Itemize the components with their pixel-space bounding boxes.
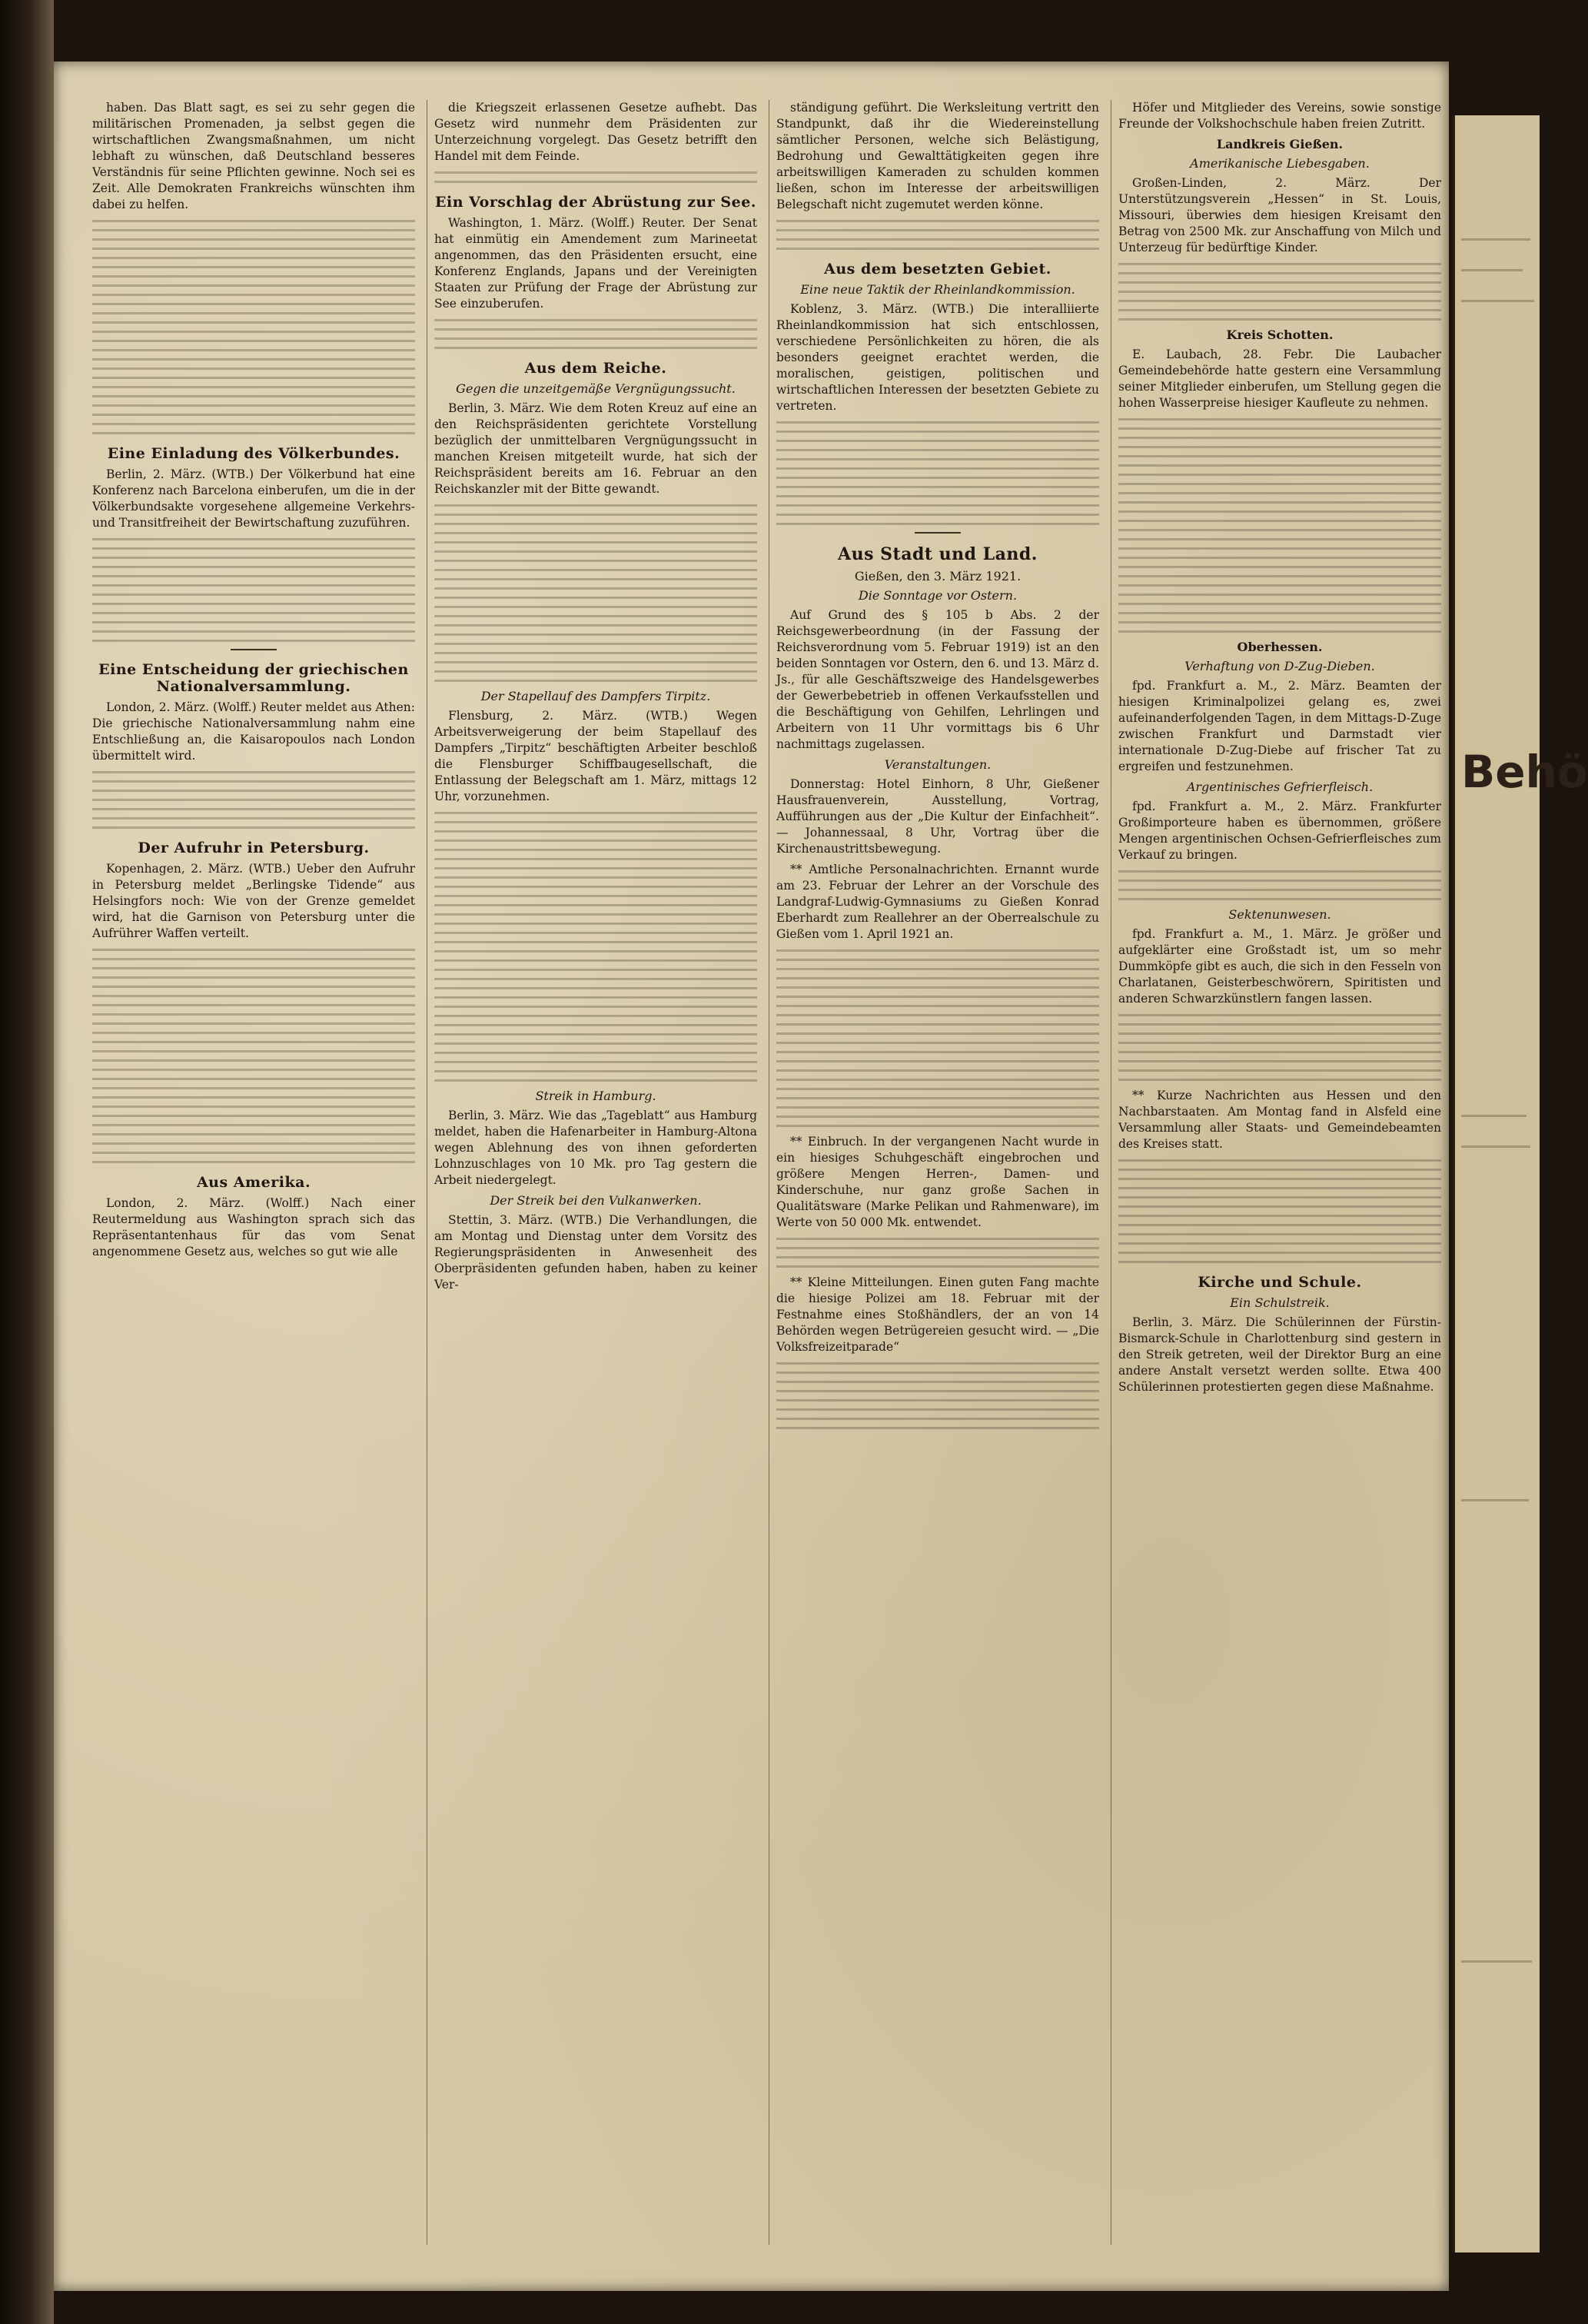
- text-line-placeholder: [776, 1125, 1099, 1127]
- text-line-placeholder: [434, 587, 757, 590]
- text-line-placeholder: [776, 229, 1099, 231]
- text-line-placeholder: [776, 1088, 1099, 1090]
- text-line-placeholder: [434, 969, 757, 971]
- text-line-placeholder: [776, 1060, 1099, 1062]
- text-line-placeholder: [434, 504, 757, 507]
- text-line-placeholder: [776, 1097, 1099, 1099]
- text-line-placeholder: [92, 275, 415, 278]
- text-line-placeholder: [1118, 446, 1441, 448]
- column-1: [92, 100, 415, 2237]
- text-line-placeholder: [92, 312, 415, 314]
- text-line-placeholder: [1118, 1252, 1441, 1254]
- text-line-placeholder: [776, 431, 1099, 433]
- text-line-placeholder: [434, 523, 757, 525]
- text-line-placeholder: [92, 1032, 415, 1034]
- subheadline: Die Sonntage vor Ostern.: [858, 588, 1018, 603]
- text-line-placeholder: [1118, 898, 1441, 900]
- text-line-placeholder: [776, 1427, 1099, 1429]
- book-binding: [0, 0, 54, 2324]
- headline: Aus dem besetzten Gebiet.: [824, 261, 1051, 278]
- subheadline: Der Stapellauf des Dampfers Tirpitz.: [480, 689, 711, 703]
- text-line-placeholder: [1118, 1178, 1441, 1180]
- text-line-placeholder: [92, 414, 415, 416]
- text-line-placeholder: [92, 1096, 415, 1099]
- text-line-placeholder: [434, 181, 757, 183]
- text-line-placeholder: [92, 1022, 415, 1025]
- text-line-placeholder: [1118, 630, 1441, 633]
- text-line-placeholder: [1118, 318, 1441, 321]
- text-line-placeholder: [92, 349, 415, 351]
- text-line-placeholder: [434, 996, 757, 999]
- article-text: Großen-Linden, 2. März. Der Unterstützungsverein „Hessen“ in St. Louis, Missouri, überwies dem hiesigen Kreisamt den Betrag von 2500 Mk. zur Anschaffung von Milch und Unterzeug für bedürftige Kinder.: [1118, 176, 1441, 254]
- text-line-placeholder: [776, 1069, 1099, 1072]
- text-line-placeholder: [1118, 1042, 1441, 1044]
- text-line-placeholder: [1118, 1014, 1441, 1016]
- text-line-placeholder: [776, 1106, 1099, 1109]
- article-text: Donnerstag: Hotel Einhorn, 8 Uhr, Gießener Hausfrauenverein, Ausstellung, Vortrag, Aufführungen aus der „Die Kultur der Einfachheit“. — Johannessaal, 8 Uhr, Vortrag über die Kirchenaustrittsbewegung.: [776, 777, 1099, 856]
- text-line-placeholder: [434, 1079, 757, 1082]
- article-text: ** Einbruch. In der vergangenen Nacht wurde in ein hiesiges Schuhgeschäft eingebrochen und größere Mengen Herren-, Damen- und Kinderschuhe, nur ganz große Sachen in Qualitätsware (Marke Pelikan und Rahmenware), im Werte von 50 000 Mk. entwendet.: [776, 1135, 1099, 1229]
- text-line-placeholder: [776, 968, 1099, 970]
- text-line-placeholder: [1118, 538, 1441, 540]
- text-line-placeholder: [1118, 1023, 1441, 1026]
- subheadline: Amerikanische Liebesgaben.: [1190, 156, 1370, 171]
- text-line-placeholder: [1118, 510, 1441, 513]
- text-line-placeholder: [434, 569, 757, 571]
- text-line-placeholder: [434, 643, 757, 645]
- text-line-placeholder: [776, 248, 1099, 250]
- text-line-placeholder: [1118, 281, 1441, 284]
- text-line-placeholder: [434, 597, 757, 599]
- article-text: Kopenhagen, 2. März. (WTB.) Ueber den Aufruhr in Petersburg meldet „Berlingske Tidende“ aus Helsingfors noch: Wie von der Grenze gemeldet wird, hat die Garnison von Petersburg unter die Aufrührer Waffen verteilt.: [92, 862, 415, 940]
- columns-container: [85, 100, 1441, 2253]
- text-line-placeholder: [1118, 437, 1441, 439]
- headline: Eine Entscheidung der griechischen Nationalversammlung.: [98, 661, 409, 695]
- text-line-placeholder: [776, 477, 1099, 479]
- text-line-placeholder: [92, 377, 415, 379]
- subheadline: Verhaftung von D-Zug-Dieben.: [1184, 659, 1375, 673]
- text-line-placeholder: [92, 303, 415, 305]
- text-line-placeholder: [92, 593, 415, 596]
- headline: Aus dem Reiche.: [524, 360, 667, 377]
- article-text: Berlin, 3. März. Die Schülerinnen der Fürstin-Bismarck-Schule in Charlottenburg sind gestern in den Streik getreten, weil der Direktor Burg an eine andere Anstalt versetzt werden sollte. Etwa 400 Schülerinnen protestierten gegen diese Maßnahme.: [1118, 1315, 1441, 1394]
- text-line-placeholder: [434, 932, 757, 934]
- text-line-placeholder: [776, 1032, 1099, 1035]
- text-line-placeholder: [434, 895, 757, 897]
- text-line-placeholder: [1118, 501, 1441, 504]
- text-line-placeholder: [434, 541, 757, 544]
- text-line-placeholder: [434, 987, 757, 989]
- section-divider: [231, 649, 277, 650]
- text-line-placeholder: [776, 996, 1099, 998]
- text-line-placeholder: [434, 904, 757, 906]
- article-text: E. Laubach, 28. Febr. Die Laubacher Gemeindebehörde hatte gestern eine Versammlung seiner Mitglieder einberufen, um Stellung gegen die hohen Wasserpreise hiesiger Kaufleute zu nehmen.: [1118, 347, 1441, 410]
- text-line-placeholder: [776, 504, 1099, 507]
- text-line-placeholder: [434, 913, 757, 916]
- text-line-placeholder: [1118, 1051, 1441, 1053]
- text-line-placeholder: [1118, 612, 1441, 614]
- text-line-placeholder: [1118, 1215, 1441, 1217]
- text-line-placeholder: [92, 826, 415, 829]
- text-line-placeholder: [1118, 455, 1441, 457]
- headline: Ein Vorschlag der Abrüstung zur See.: [435, 194, 756, 211]
- column-4: [1118, 100, 1441, 2237]
- text-line-placeholder: [434, 858, 757, 860]
- text-line-placeholder: [434, 886, 757, 888]
- section-divider: [915, 532, 961, 534]
- text-line-placeholder: [92, 949, 415, 951]
- text-line-placeholder: [1118, 621, 1441, 623]
- adjacent-page-heading-fragment: Behö: [1461, 746, 1588, 798]
- text-line-placeholder: [92, 1105, 415, 1108]
- text-line-placeholder: [434, 560, 757, 562]
- text-line-placeholder: [434, 680, 757, 682]
- text-line-placeholder: [776, 1051, 1099, 1053]
- article-text: Auf Grund des § 105 b Abs. 2 der Reichsgewerbeordnung (in der Fassung der Reichsverordnung vom 5. Februar 1919) ist an den beiden Sonntagen vor Ostern, den 6. und 13. März d. Js., für alle Geschäftszweige des Handelsgewerbes der Gewerbebetrieb in offenen Verkaufsstellen und die Beschäftigung von Gehilfen, Lehrlingen und Arbeitern von 11 Uhr vormittags bis 6 Uhr nachmittags zugelassen.: [776, 608, 1099, 751]
- adjacent-text-line: [1461, 1145, 1530, 1148]
- text-line-placeholder: [92, 1115, 415, 1117]
- text-line-placeholder: [1118, 1196, 1441, 1199]
- text-line-placeholder: [92, 238, 415, 241]
- text-line-placeholder: [92, 640, 415, 642]
- text-line-placeholder: [434, 319, 757, 321]
- text-line-placeholder: [434, 876, 757, 879]
- text-line-placeholder: [776, 949, 1099, 952]
- text-line-placeholder: [92, 771, 415, 773]
- adjacent-text-line: [1461, 1960, 1532, 1963]
- text-line-placeholder: [92, 321, 415, 324]
- text-line-placeholder: [776, 1418, 1099, 1420]
- text-line-placeholder: [92, 386, 415, 388]
- article-text: London, 2. März. (Wolff.) Reuter meldet aus Athen: Die griechische Nationalversammlung nahm eine Entschließung an, die Kaisaropoulos nach London übermittelt wird.: [92, 700, 415, 763]
- text-line-placeholder: [776, 977, 1099, 979]
- text-line-placeholder: [1118, 1060, 1441, 1062]
- text-line-placeholder: [92, 790, 415, 792]
- text-line-placeholder: [92, 976, 415, 979]
- text-line-placeholder: [92, 220, 415, 222]
- text-line-placeholder: [434, 978, 757, 980]
- article-text: fpd. Frankfurt a. M., 2. März. Frankfurter Großimporteure haben es übernommen, größere Mengen argentinischen Ochsen-Gefrierfleisches zum Verkauf zu bringen.: [1118, 800, 1441, 862]
- text-line-placeholder: [776, 1265, 1099, 1268]
- text-line-placeholder: [92, 557, 415, 559]
- text-line-placeholder: [1118, 889, 1441, 891]
- text-line-placeholder: [92, 967, 415, 969]
- text-line-placeholder: [1118, 1032, 1441, 1035]
- text-line-placeholder: [434, 337, 757, 340]
- text-line-placeholder: [434, 514, 757, 516]
- subheadline: Veranstaltungen.: [884, 757, 992, 772]
- subheadline: Streik in Hamburg.: [535, 1089, 656, 1103]
- text-line-placeholder: [1118, 1261, 1441, 1263]
- article-text: Flensburg, 2. März. (WTB.) Wegen Arbeitsverweigerung der beim Stapellauf des Dampfers „Tirpitz“ beschäftigten Arbeiter beschloß die Flensburger Schiffbaugesellschaft, die Entlassung der Belegschaft am 1. März, mittags 12 Uhr, vorzunehmen.: [434, 709, 757, 803]
- text-line-placeholder: [434, 812, 757, 814]
- text-line-placeholder: [1118, 547, 1441, 550]
- text-line-placeholder: [1118, 464, 1441, 467]
- text-line-placeholder: [434, 1052, 757, 1054]
- text-line-placeholder: [776, 458, 1099, 460]
- text-line-placeholder: [776, 449, 1099, 451]
- text-line-placeholder: [776, 1390, 1099, 1392]
- text-line-placeholder: [434, 1024, 757, 1026]
- subheadline: Landkreis Gießen.: [1216, 137, 1344, 151]
- text-line-placeholder: [434, 1015, 757, 1017]
- text-line-placeholder: [776, 1247, 1099, 1249]
- subheadline: Sektenunwesen.: [1228, 907, 1331, 922]
- text-line-placeholder: [92, 229, 415, 231]
- subheadline: Kreis Schotten.: [1226, 327, 1334, 342]
- text-line-placeholder: [776, 959, 1099, 961]
- adjacent-text-line: [1461, 300, 1534, 302]
- headline: Kirche und Schule.: [1198, 1274, 1362, 1291]
- text-line-placeholder: [92, 1124, 415, 1126]
- text-line-placeholder: [434, 941, 757, 943]
- article-text: Höfer und Mitglieder des Vereins, sowie sonstige Freunde der Volkshochschule haben freien Zutritt.: [1118, 101, 1441, 131]
- article-text: Berlin, 3. März. Wie dem Roten Kreuz auf eine an den Reichspräsidenten gerichtete Vorstellung bezüglich der unmittelbaren Vergnügungssucht in manchen Kreisen mitgeteilt wurde, hat sich der Reichspräsident bereits am 16. Februar an den Reichskanzler mit der Bitte gewandt.: [434, 401, 757, 496]
- text-line-placeholder: [92, 404, 415, 407]
- text-line-placeholder: [776, 1399, 1099, 1401]
- text-line-placeholder: [434, 624, 757, 627]
- text-line-placeholder: [776, 220, 1099, 222]
- text-line-placeholder: [776, 986, 1099, 989]
- article-text: Koblenz, 3. März. (WTB.) Die interalliierte Rheinlandkommission hat sich entschlossen, verschiedene Persönlichkeiten zu hören, die als besonders geeignet erachtet werden, die moralischen, geistigen, politischen und wirtschaftlichen Interessen der besetzten Gebiete zu vertreten.: [776, 302, 1099, 413]
- headline: Eine Einladung des Völkerbundes.: [107, 445, 400, 462]
- article-text: Berlin, 2. März. (WTB.) Der Völkerbund hat eine Konferenz nach Barcelona einberufen, um die in der Völkerbundsakte vorgesehene allgemeine Verkehrs- und Transitfreiheit der Bewirtschaftung zuzuführen.: [92, 467, 415, 530]
- article-text: ** Amtliche Personalnachrichten. Ernannt wurde am 23. Februar der Lehrer an der Vorschule des Landgraf-Ludwig-Gymnasiums zu Gießen Konrad Eberhardt zum Reallehrer an der Oberrealschule zu Gießen vom 1. April 1921 an.: [776, 863, 1099, 941]
- text-line-placeholder: [1118, 870, 1441, 873]
- adjacent-page-edge: [1453, 115, 1588, 2253]
- text-line-placeholder: [1118, 263, 1441, 265]
- text-line-placeholder: [434, 578, 757, 580]
- text-line-placeholder: [92, 1013, 415, 1016]
- text-line-placeholder: [776, 1005, 1099, 1007]
- text-line-placeholder: [776, 523, 1099, 525]
- text-line-placeholder: [1118, 291, 1441, 293]
- text-line-placeholder: [92, 358, 415, 361]
- text-line-placeholder: [1118, 1242, 1441, 1245]
- text-line-placeholder: [1118, 584, 1441, 587]
- adjacent-text-line: [1461, 269, 1523, 271]
- text-line-placeholder: [434, 1042, 757, 1045]
- column-3: [776, 100, 1099, 2237]
- text-line-placeholder: [92, 584, 415, 587]
- text-line-placeholder: [92, 294, 415, 296]
- text-line-placeholder: [434, 171, 757, 174]
- text-line-placeholder: [1118, 1224, 1441, 1226]
- text-line-placeholder: [92, 423, 415, 425]
- text-line-placeholder: [776, 486, 1099, 488]
- text-line-placeholder: [92, 780, 415, 783]
- article-text: fpd. Frankfurt a. M., 1. März. Je größer und aufgeklärter eine Großstadt ist, um so mehr Dummköpfe gibt es auch, die sich in den Fesseln von Charlatanen, Geisterbeschwörern, Spiritisten und anderen Schwarzkünstlern fangen lassen.: [1118, 927, 1441, 1006]
- text-line-placeholder: [1118, 1205, 1441, 1208]
- text-line-placeholder: [1118, 1069, 1441, 1072]
- text-line-placeholder: [776, 421, 1099, 424]
- text-line-placeholder: [434, 606, 757, 608]
- text-line-placeholder: [434, 959, 757, 962]
- text-line-placeholder: [92, 566, 415, 568]
- text-line-placeholder: [1118, 418, 1441, 421]
- article-text: Washington, 1. März. (Wolff.) Reuter. Der Senat hat einmütig ein Amendement zum Marineetat angenommen, das den Präsidenten ersucht, eine Konferenz Englands, Japans und der Vereinigten Staaten zur Prüfung der Frage der Abrüstung zur See einzuberufen.: [434, 216, 757, 311]
- text-line-placeholder: [92, 1152, 415, 1154]
- text-line-placeholder: [434, 652, 757, 654]
- text-line-placeholder: [776, 1408, 1099, 1411]
- text-line-placeholder: [776, 495, 1099, 497]
- text-line-placeholder: [776, 1362, 1099, 1365]
- subheadline: Gegen die unzeitgemäße Vergnügungssucht.: [456, 381, 736, 396]
- text-line-placeholder: [1118, 1159, 1441, 1162]
- article-text: ** Kurze Nachrichten aus Hessen und den Nachbarstaaten. Am Montag fand in Alsfeld eine Versammlung aller Staats- und Gemeindebeamten des Kreises statt.: [1118, 1089, 1441, 1151]
- text-line-placeholder: [434, 1033, 757, 1036]
- text-line-placeholder: [434, 532, 757, 534]
- text-line-placeholder: [92, 395, 415, 397]
- text-line-placeholder: [776, 1381, 1099, 1383]
- subheadline: Argentinisches Gefrierfleisch.: [1186, 780, 1374, 794]
- text-line-placeholder: [92, 1161, 415, 1163]
- article-text: Berlin, 3. März. Wie das „Tageblatt“ aus Hamburg meldet, haben die Hafenarbeiter in Hamburg-Altona wegen Ablehnung des von ihnen geforderten Lohnzuschlages von 10 Mk. pro Tag gestern die Arbeit niedergelegt.: [434, 1109, 757, 1187]
- text-line-placeholder: [776, 1256, 1099, 1258]
- text-line-placeholder: [1118, 427, 1441, 430]
- text-line-placeholder: [776, 238, 1099, 241]
- text-line-placeholder: [92, 1142, 415, 1145]
- adjacent-text-line: [1461, 238, 1530, 241]
- text-line-placeholder: [776, 514, 1099, 516]
- text-line-placeholder: [92, 603, 415, 605]
- text-line-placeholder: [776, 1115, 1099, 1118]
- text-line-placeholder: [1118, 557, 1441, 559]
- text-line-placeholder: [1118, 272, 1441, 274]
- text-line-placeholder: [776, 467, 1099, 470]
- text-line-placeholder: [1118, 566, 1441, 568]
- text-line-placeholder: [434, 1006, 757, 1008]
- text-line-placeholder: [92, 432, 415, 434]
- subheadline: Ein Schulstreik.: [1230, 1295, 1330, 1310]
- text-line-placeholder: [92, 986, 415, 988]
- text-line-placeholder: [1118, 1233, 1441, 1235]
- text-line-placeholder: [776, 1238, 1099, 1240]
- text-line-placeholder: [92, 621, 415, 623]
- text-line-placeholder: [92, 248, 415, 250]
- text-line-placeholder: [1118, 593, 1441, 596]
- text-line-placeholder: [1118, 1187, 1441, 1189]
- text-line-placeholder: [1118, 300, 1441, 302]
- text-line-placeholder: [92, 284, 415, 287]
- adjacent-text-line: [1461, 1499, 1529, 1501]
- column-2: [434, 100, 757, 2237]
- text-line-placeholder: [1118, 309, 1441, 311]
- text-line-placeholder: [434, 821, 757, 823]
- adjacent-text-line: [1461, 1115, 1527, 1117]
- text-line-placeholder: [1118, 575, 1441, 577]
- text-line-placeholder: [92, 799, 415, 801]
- text-line-placeholder: [92, 1078, 415, 1080]
- text-line-placeholder: [776, 1371, 1099, 1374]
- text-line-placeholder: [434, 839, 757, 842]
- text-line-placeholder: [92, 547, 415, 550]
- text-line-placeholder: [92, 1087, 415, 1089]
- text-line-placeholder: [92, 331, 415, 333]
- text-line-placeholder: [92, 630, 415, 633]
- article-text: ständigung geführt. Die Werksleitung vertritt den Standpunkt, daß ihr die Wiedereinstellung sämtlicher Personen, welche sich Belästigung, Bedrohung und Gewalttätigkeiten gegen ihre arbeitswilligen Kameraden zu schulden kommen ließen, schon im Interesse der arbeitswilligen Belegschaft nicht zugemutet werden könne.: [776, 101, 1099, 211]
- text-line-placeholder: [92, 538, 415, 540]
- headline: Der Aufruhr in Petersburg.: [138, 839, 370, 856]
- text-line-placeholder: [434, 950, 757, 953]
- article-text: ** Kleine Mitteilungen. Einen guten Fang machte die hiesige Polizei am 18. Februar mit der Festnahme eines Stoßhändlers, der an von 14 Behörden wegen Betrügereien gesucht wird. — „Die Volksfreizeitparade“: [776, 1275, 1099, 1354]
- text-line-placeholder: [92, 958, 415, 960]
- text-line-placeholder: [434, 661, 757, 663]
- text-line-placeholder: [1118, 474, 1441, 476]
- text-line-placeholder: [92, 817, 415, 820]
- text-line-placeholder: [92, 1004, 415, 1006]
- text-line-placeholder: [92, 1059, 415, 1062]
- text-line-placeholder: [1118, 483, 1441, 485]
- article-text: haben. Das Blatt sagt, es sei zu sehr gegen die militärischen Promenaden, ja selbst gegen die wirtschaftlichen Zwangsmaßnahmen, um nicht lebhaft zu wünschen, daß Deutschland besseres Verständnis für seine Pflichten gewinne. Noch sei es Zeit. Alle Demokraten Frankreichs wünschten ihm dabei zu helfen.: [92, 101, 415, 211]
- subheadline: Oberhessen.: [1237, 640, 1323, 654]
- text-line-placeholder: [434, 849, 757, 851]
- text-line-placeholder: [92, 367, 415, 370]
- subheadline: Der Streik bei den Vulkanwerken.: [490, 1193, 702, 1208]
- text-line-placeholder: [434, 923, 757, 925]
- text-line-placeholder: [776, 1023, 1099, 1026]
- text-line-placeholder: [434, 550, 757, 553]
- text-line-placeholder: [776, 440, 1099, 442]
- text-line-placeholder: [434, 830, 757, 833]
- text-line-placeholder: [92, 1133, 415, 1135]
- article-text: London, 2. März. (Wolff.) Nach einer Reutermeldung aus Washington sprach sich das Repräsentantenhaus für das vom Senat angenommene Gesetz aus, welches so gut wie alle: [92, 1196, 415, 1258]
- text-line-placeholder: [434, 1061, 757, 1063]
- text-line-placeholder: [92, 1069, 415, 1071]
- article-text: Stettin, 3. März. (WTB.) Die Verhandlungen, die am Montag und Dienstag unter dem Vorsitz des Regierungspräsidenten in Anwesenheit des Oberpräsidenten gefunden haben, haben zu keiner Ver-: [434, 1213, 757, 1292]
- text-line-placeholder: [1118, 520, 1441, 522]
- text-line-placeholder: [1118, 492, 1441, 494]
- text-line-placeholder: [1118, 879, 1441, 882]
- text-line-placeholder: [92, 257, 415, 259]
- dateline: Gießen, den 3. März 1921.: [854, 569, 1022, 583]
- text-line-placeholder: [92, 1050, 415, 1052]
- text-line-placeholder: [92, 1041, 415, 1043]
- text-line-placeholder: [434, 1070, 757, 1072]
- text-line-placeholder: [92, 266, 415, 268]
- text-line-placeholder: [776, 1079, 1099, 1081]
- text-line-placeholder: [434, 633, 757, 636]
- headline: Aus Amerika.: [196, 1174, 311, 1191]
- text-line-placeholder: [434, 347, 757, 349]
- text-line-placeholder: [434, 867, 757, 869]
- headline: Aus Stadt und Land.: [838, 544, 1038, 564]
- text-line-placeholder: [434, 328, 757, 331]
- text-line-placeholder: [434, 670, 757, 673]
- text-line-placeholder: [92, 995, 415, 997]
- text-line-placeholder: [92, 808, 415, 810]
- text-line-placeholder: [1118, 1169, 1441, 1171]
- text-line-placeholder: [434, 615, 757, 617]
- text-line-placeholder: [776, 1042, 1099, 1044]
- text-line-placeholder: [1118, 1079, 1441, 1081]
- text-line-placeholder: [1118, 529, 1441, 531]
- text-line-placeholder: [776, 1014, 1099, 1016]
- article-text: die Kriegszeit erlassenen Gesetze aufhebt. Das Gesetz wird nunmehr dem Präsidenten zur Unterzeichnung vorgelegt. Das Gesetz betrifft den Handel mit dem Feinde.: [434, 101, 757, 163]
- article-text: fpd. Frankfurt a. M., 2. März. Beamten der hiesigen Kriminalpolizei gelang es, zwei aufeinanderfolgenden Tagen, in dem Mittags-D-Zuge zwischen Frankfurt und Darmstadt vier internationale D-Zug-Diebe auf frischer Tat zu ergreifen und festzunehmen.: [1118, 679, 1441, 773]
- text-line-placeholder: [92, 340, 415, 342]
- subheadline: Eine neue Taktik der Rheinlandkommission.: [800, 282, 1075, 297]
- text-line-placeholder: [92, 575, 415, 577]
- text-line-placeholder: [92, 612, 415, 614]
- text-line-placeholder: [1118, 603, 1441, 605]
